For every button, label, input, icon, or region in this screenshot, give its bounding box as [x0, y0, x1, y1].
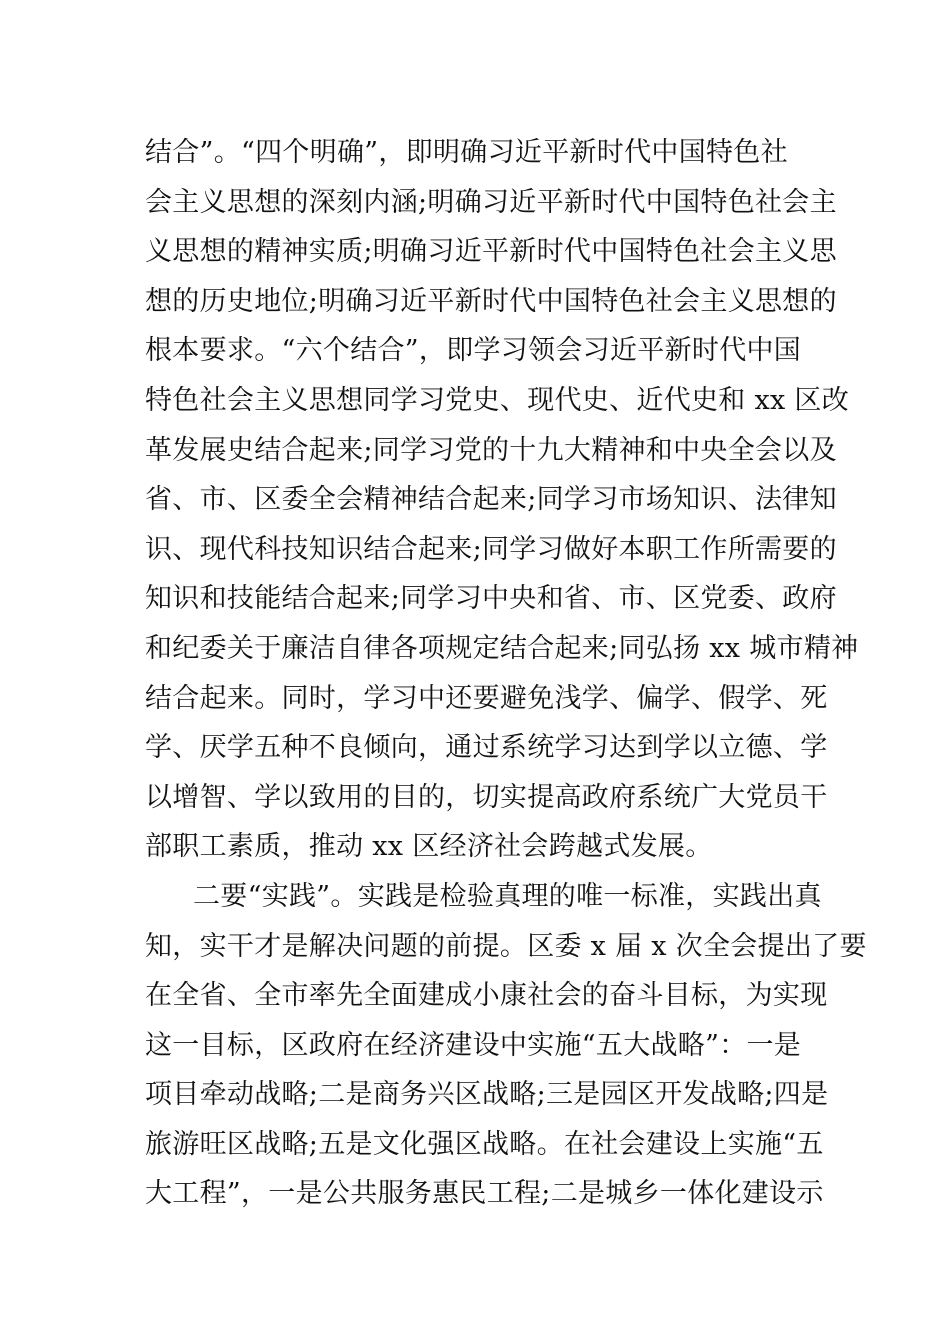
text-line: 学、厌学五种不良倾向，通过系统学习达到学以立德、学 — [145, 732, 828, 764]
text-line: 识、现代科技知识结合起来;同学习做好本职工作所需要的 — [145, 533, 837, 565]
text-line: 项目牵动战略;二是商务兴区战略;三是园区开发战略;四是 — [145, 1079, 829, 1111]
text-line: 知，实干才是解决问题的前提。区委 x 届 x 次全会提出了要 — [145, 930, 867, 962]
text-line: 知识和技能结合起来;同学习中央和省、市、区党委、政府 — [145, 583, 837, 615]
text-line: 结合”。“四个明确”，即明确习近平新时代中国特色社 — [145, 137, 788, 168]
text-line: 革发展史结合起来;同学习党的十九大精神和中央全会以及 — [145, 434, 837, 466]
text-line: 在全省、全市率先全面建成小康社会的奋斗目标，为实现 — [145, 980, 828, 1012]
text-line: 根本要求。“六个结合”，即学习领会习近平新时代中国 — [145, 335, 802, 367]
text-line: 以增智、学以致用的目的，切实提高政府系统广大党员干 — [145, 781, 828, 813]
text-line: 想的历史地位;明确习近平新时代中国特色社会主义思想的 — [145, 285, 837, 317]
paragraph-start-line: 二要“实践”。实践是检验真理的唯一标准，实践出真 — [193, 880, 822, 912]
text-line: 部职工素质，推动 xx 区经济社会跨越式发展。 — [145, 831, 713, 863]
text-line: 这一目标，区政府在经济建设中实施“五大战略”：一是 — [145, 1029, 802, 1061]
text-line: 大工程”，一是公共服务惠民工程;二是城乡一体化建设示 — [145, 1178, 824, 1210]
text-line: 会主义思想的深刻内涵;明确习近平新时代中国特色社会主 — [145, 186, 837, 218]
text-line: 和纪委关于廉洁自律各项规定结合起来;同弘扬 xx 城市精神 — [145, 632, 859, 664]
text-line: 旅游旺区战略;五是文化强区战略。在社会建设上实施“五 — [145, 1128, 824, 1160]
text-line: 义思想的精神实质;明确习近平新时代中国特色社会主义思 — [145, 236, 837, 268]
text-line: 省、市、区委全会精神结合起来;同学习市场知识、法律知 — [145, 484, 837, 516]
text-line: 结合起来。同时，学习中还要避免浅学、偏学、假学、死 — [145, 682, 828, 714]
document-body — [145, 128, 867, 1219]
text-line: 特色社会主义思想同学习党史、现代史、近代史和 xx 区改 — [145, 384, 850, 416]
